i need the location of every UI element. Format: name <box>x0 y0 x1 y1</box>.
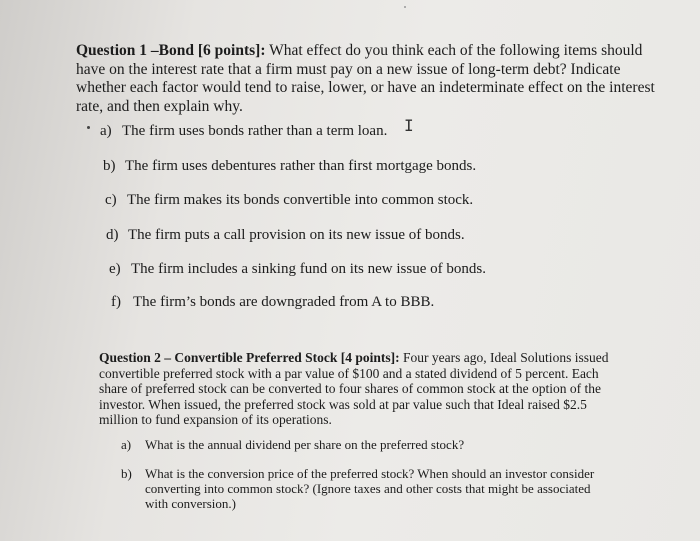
question-2 <box>99 350 619 428</box>
item-label: c) <box>105 192 117 208</box>
text-cursor-icon: I <box>404 116 414 135</box>
item-text: The firm includes a sinking fund on its new issue of bonds. <box>131 261 486 277</box>
item-label: b) <box>121 466 132 481</box>
question-2-body: Four years ago, Ideal Solutions issued convertible preferred stock with a par value of $100 and a stated dividend of 5 percent. Each share of preferred stock can be converted to four shares of common stock at the option of the investor. When issued, the preferred stock was sold at par value such that Ideal raised $2.5 million to fund expansion of its operations. <box>99 350 609 427</box>
item-label: b) <box>103 158 116 174</box>
list-item <box>111 294 434 311</box>
question-2-title: Question 2 – Convertible Preferred Stock [4 points]: <box>99 350 400 365</box>
bullet-dot <box>87 126 90 129</box>
item-text: What is the annual dividend per share on the preferred stock? <box>145 437 465 452</box>
item-text: What is the conversion price of the preferred stock? When should an investor consider converting into common stock? (Ignore taxes and other costs that might be associated with conversion.) <box>145 466 595 511</box>
list-item <box>105 192 473 209</box>
list-item <box>100 123 387 140</box>
list-item <box>109 261 486 278</box>
item-text: The firm’s bonds are downgraded from A to BBB. <box>133 294 435 310</box>
item-label: e) <box>109 261 121 277</box>
item-label: f) <box>111 294 121 310</box>
item-label: d) <box>106 227 119 243</box>
item-label: a) <box>100 123 112 139</box>
question-1-title: Question 1 –Bond [6 points]: <box>76 42 266 59</box>
item-text: The firm puts a call provision on its new issue of bonds. <box>128 227 465 243</box>
question-1 <box>76 42 664 116</box>
list-item <box>106 227 465 244</box>
dust-speck <box>404 6 406 8</box>
item-label: a) <box>121 437 132 452</box>
list-item <box>103 158 476 175</box>
item-text: The firm makes its bonds convertible into common stock. <box>127 192 474 208</box>
item-text: The firm uses bonds rather than a term loan. <box>122 123 388 139</box>
item-text: The firm uses debentures rather than first mortgage bonds. <box>125 158 477 174</box>
question-1-body: What effect do you think each of the following items should have on the interest rate that a firm must pay on a new issue of long-term debt? Indicate whether each factor would tend to raise, lower, or have an indeterminate effect on the interest rate, and then explain why. <box>76 42 655 115</box>
